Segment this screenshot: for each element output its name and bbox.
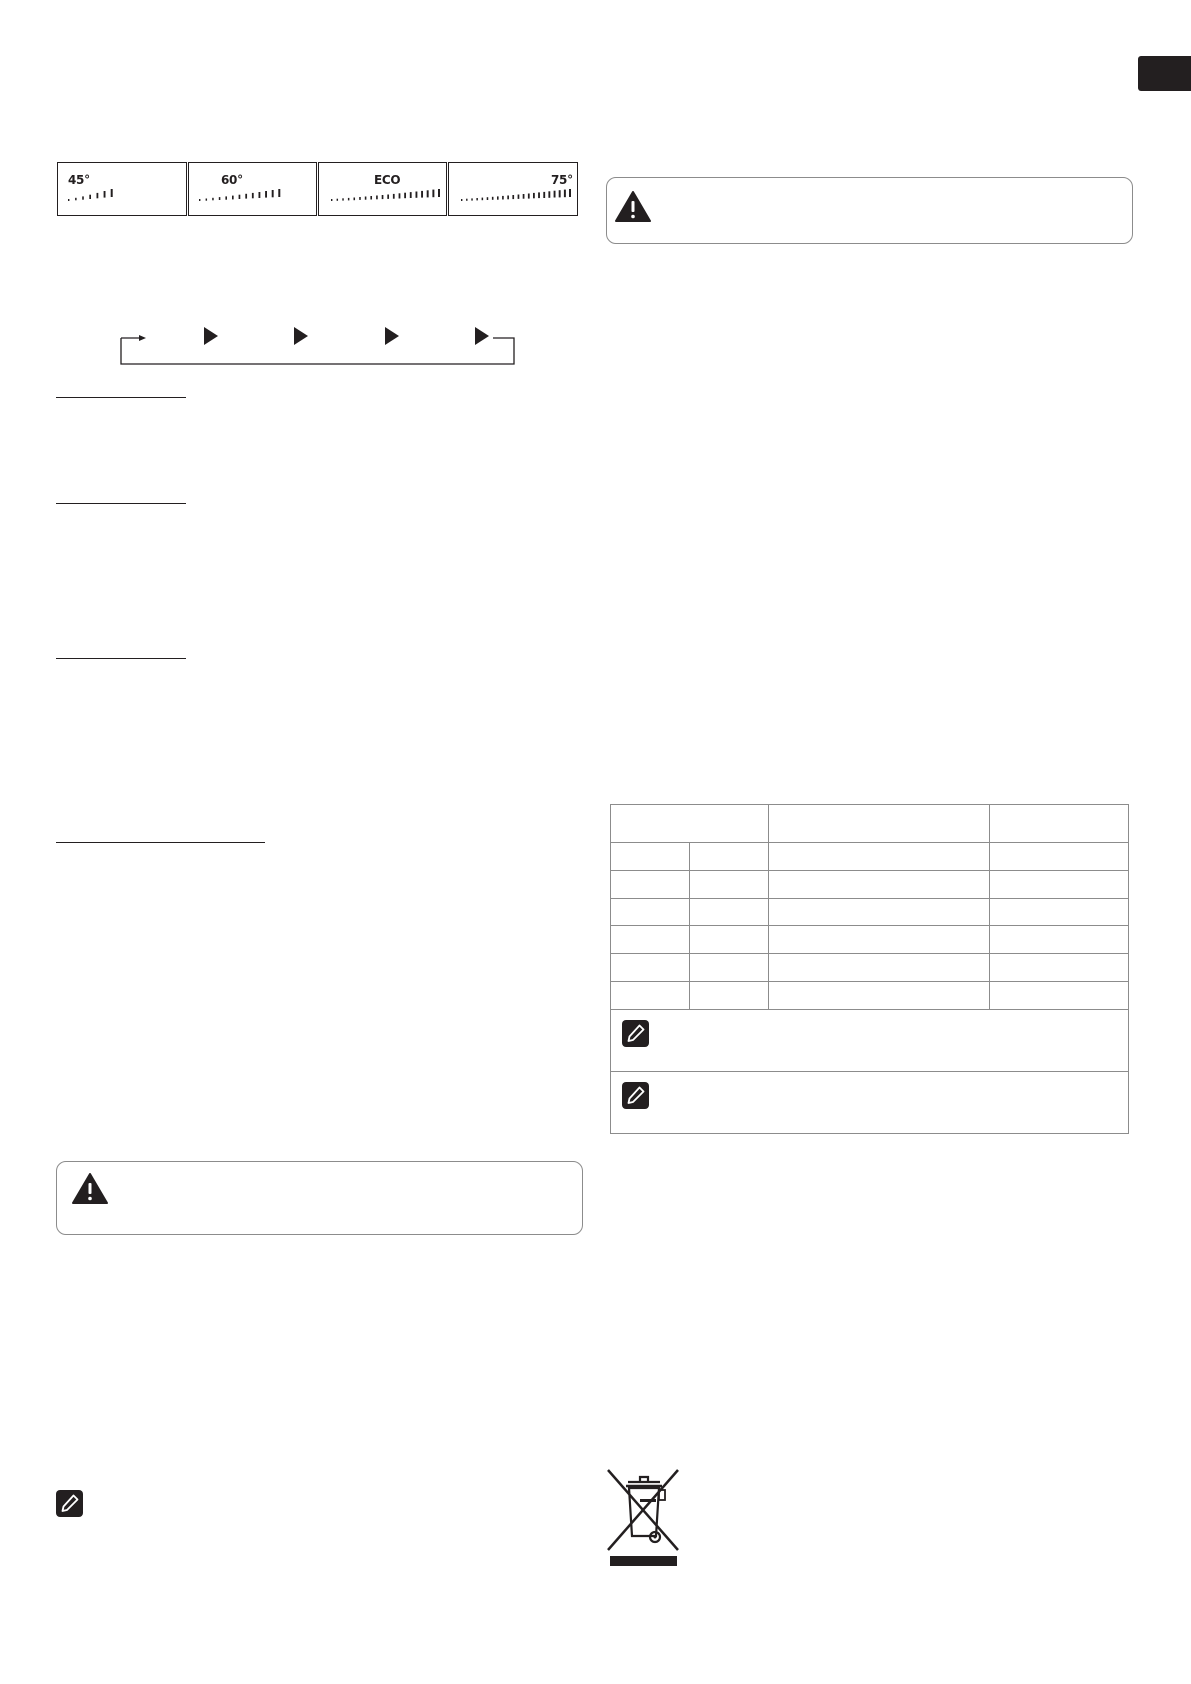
scale-tick	[199, 199, 200, 201]
scale-tick	[421, 191, 423, 198]
table-header-cell	[990, 805, 1129, 843]
scale-tick	[359, 197, 361, 200]
scale-tick	[543, 192, 545, 198]
scale-tick	[225, 196, 227, 199]
scale-tick	[370, 196, 372, 200]
pencil-note-icon	[56, 1490, 83, 1517]
scale-tick	[376, 196, 378, 200]
temperature-panel-eco	[318, 162, 447, 216]
table-cell	[611, 898, 690, 926]
table-row	[611, 926, 1129, 954]
section-divider	[56, 397, 186, 398]
temperature-label: 75°	[551, 173, 573, 187]
temperature-scale-icon	[58, 163, 188, 217]
warning-box	[56, 1161, 583, 1235]
scale-tick	[569, 189, 571, 197]
scale-tick	[111, 189, 113, 197]
scale-tick	[232, 196, 234, 200]
scale-tick	[365, 197, 367, 200]
section-divider	[56, 503, 186, 504]
warning-triangle-icon	[71, 1172, 109, 1205]
table-header-cell	[611, 805, 769, 843]
table-row	[611, 981, 1129, 1009]
scale-tick	[89, 195, 91, 199]
scale-tick	[259, 192, 261, 198]
scale-tick	[497, 196, 499, 199]
table-cell	[611, 954, 690, 982]
scale-tick	[348, 198, 349, 201]
temperature-label: 45°	[68, 173, 90, 187]
scale-tick	[533, 193, 535, 198]
scale-tick	[219, 197, 221, 200]
play-arrow-icon	[475, 327, 489, 345]
section-divider	[56, 842, 265, 843]
temperature-panel-75	[448, 162, 578, 216]
table-cell	[990, 898, 1129, 926]
scale-tick	[559, 190, 561, 197]
scale-tick	[206, 199, 207, 201]
table-cell	[990, 981, 1129, 1009]
table-row	[611, 898, 1129, 926]
table-note-cell	[611, 1071, 1129, 1133]
scale-tick	[432, 190, 434, 198]
table-cell	[769, 981, 990, 1009]
scale-tick	[410, 192, 412, 198]
table-note-row	[611, 1009, 1129, 1071]
table-cell	[690, 981, 769, 1009]
scale-tick	[482, 198, 484, 201]
scale-tick	[265, 191, 267, 198]
table-cell	[769, 843, 990, 871]
scale-tick	[252, 193, 254, 198]
table-header-row	[611, 805, 1129, 843]
table-note-cell	[611, 1009, 1129, 1071]
table-cell	[990, 870, 1129, 898]
cycle-loop-icon	[118, 326, 518, 370]
warning-box	[606, 177, 1133, 244]
table-cell	[990, 926, 1129, 954]
warning-triangle-icon	[614, 190, 652, 223]
temperature-scale-icon	[449, 163, 579, 217]
scale-tick	[387, 195, 389, 199]
crossed-out-wheelie-bin-icon	[604, 1466, 684, 1566]
scale-tick	[97, 193, 99, 198]
scale-tick	[564, 190, 566, 198]
scale-tick	[476, 198, 477, 200]
play-arrow-icon	[294, 327, 308, 345]
table-cell	[690, 954, 769, 982]
table-cell	[611, 926, 690, 954]
language-tab	[1138, 56, 1191, 91]
scale-tick	[512, 195, 514, 199]
temperature-scale-icon	[189, 163, 318, 217]
scale-tick	[466, 199, 467, 201]
table-cell	[690, 926, 769, 954]
table-cell	[611, 870, 690, 898]
scale-tick	[239, 195, 241, 199]
table-cell	[690, 898, 769, 926]
scale-tick	[554, 191, 556, 198]
scale-tick	[382, 195, 384, 199]
scale-tick	[528, 194, 530, 199]
table-note-row	[611, 1071, 1129, 1133]
temperature-label: 60°	[221, 173, 243, 187]
table-cell	[769, 954, 990, 982]
scale-tick	[502, 196, 504, 200]
scale-tick	[104, 191, 106, 198]
temperature-panel-45	[57, 162, 187, 216]
table-cell	[769, 926, 990, 954]
scale-tick	[342, 198, 343, 200]
pencil-note-icon	[622, 1082, 649, 1109]
scale-tick	[337, 199, 338, 201]
scale-tick	[518, 195, 520, 199]
scale-tick	[82, 196, 84, 199]
scale-tick	[438, 189, 440, 197]
scale-tick	[471, 198, 472, 200]
scale-tick	[416, 192, 418, 198]
temperature-scale-icon	[319, 163, 448, 217]
temperature-panel-60	[188, 162, 317, 216]
table-row	[611, 954, 1129, 982]
scale-tick	[75, 198, 77, 201]
table-row	[611, 870, 1129, 898]
scale-tick	[68, 199, 69, 201]
play-arrow-icon	[204, 327, 218, 345]
scale-tick	[538, 192, 540, 198]
temperature-label: ECO	[374, 173, 401, 187]
table-cell	[611, 981, 690, 1009]
scale-tick	[548, 191, 550, 198]
scale-tick	[278, 189, 280, 197]
scale-tick	[354, 198, 356, 201]
table-cell	[690, 870, 769, 898]
scale-tick	[492, 197, 494, 200]
section-divider	[56, 658, 186, 659]
scale-tick	[212, 198, 214, 201]
scale-tick	[461, 199, 462, 201]
table-row	[611, 843, 1129, 871]
scale-tick	[399, 193, 401, 198]
scale-tick	[245, 194, 247, 199]
scale-tick	[487, 197, 489, 200]
table-cell	[611, 843, 690, 871]
scale-tick	[404, 193, 406, 199]
scale-tick	[507, 196, 509, 200]
spec-table	[610, 804, 1129, 1134]
table-cell	[990, 843, 1129, 871]
table-header-cell	[769, 805, 990, 843]
scale-tick	[331, 199, 332, 201]
table-cell	[769, 870, 990, 898]
table-cell	[990, 954, 1129, 982]
play-arrow-icon	[385, 327, 399, 345]
pencil-note-icon	[622, 1020, 649, 1047]
scale-tick	[523, 194, 525, 199]
table-cell	[769, 898, 990, 926]
scale-tick	[393, 194, 395, 199]
scale-tick	[272, 190, 274, 197]
table-cell	[690, 843, 769, 871]
scale-tick	[427, 190, 429, 197]
cycle-diagram	[118, 326, 518, 370]
